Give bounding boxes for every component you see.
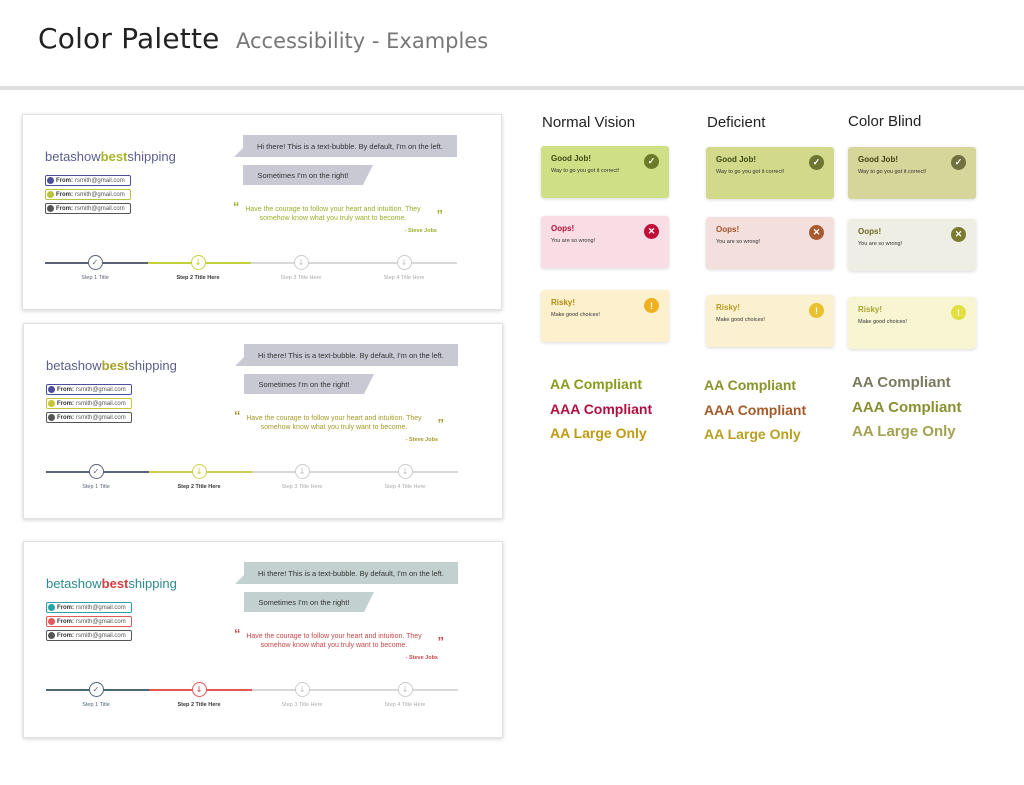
step-label: Step 4 Title Here bbox=[384, 484, 426, 490]
alert-title: Oops! bbox=[716, 225, 740, 234]
brand-text: betashow bbox=[46, 576, 102, 591]
from-email: rsmith@gmail.com bbox=[76, 400, 126, 407]
from-email: rsmith@gmail.com bbox=[75, 191, 125, 198]
from-tag[interactable] bbox=[46, 384, 132, 395]
x-icon: ✕ bbox=[809, 225, 824, 240]
header-divider bbox=[0, 86, 1024, 90]
mail-icon bbox=[48, 604, 55, 611]
x-icon: ✕ bbox=[951, 227, 966, 242]
from-label: From: bbox=[56, 205, 73, 212]
step-label: Step 1 Title bbox=[82, 484, 110, 490]
from-list bbox=[46, 602, 132, 644]
close-quote-icon: ” bbox=[437, 416, 444, 431]
alert-message: Make good choices! bbox=[716, 317, 765, 323]
open-quote-icon: “ bbox=[234, 408, 241, 423]
from-list bbox=[45, 175, 131, 217]
alert-message: You are so wrong! bbox=[551, 238, 596, 244]
alert-message: Make good choices! bbox=[858, 319, 907, 325]
alert-title: Risky! bbox=[858, 305, 883, 314]
quote-text: Have the courage to follow your heart and intuition. They somehow know what you truly want to become. bbox=[245, 206, 421, 222]
step-line bbox=[251, 262, 457, 264]
alert-box bbox=[541, 216, 669, 268]
alert-box bbox=[848, 147, 976, 199]
step-label: Step 3 Title Here bbox=[281, 484, 323, 490]
step-line bbox=[252, 471, 458, 473]
exclamation-icon: ! bbox=[809, 303, 824, 318]
alert-box bbox=[541, 290, 669, 342]
alert-message: You are so wrong! bbox=[716, 239, 761, 245]
step-check-icon[interactable]: ✓ bbox=[89, 464, 104, 479]
alert-title: Oops! bbox=[551, 224, 575, 233]
brand-logo bbox=[46, 576, 177, 591]
from-email: rsmith@gmail.com bbox=[76, 414, 126, 421]
example-card bbox=[23, 541, 503, 738]
from-label: From: bbox=[56, 177, 73, 184]
mail-icon bbox=[47, 205, 54, 212]
step-label: Step 3 Title Here bbox=[280, 275, 322, 281]
step-label: Step 1 Title bbox=[82, 702, 110, 708]
alert-title: Good Job! bbox=[551, 154, 591, 163]
step-arrow-icon[interactable]: ↓ bbox=[192, 464, 207, 479]
step-progress bbox=[46, 682, 458, 722]
brand-text: betashow bbox=[46, 358, 102, 373]
step-check-icon[interactable]: ✓ bbox=[88, 255, 103, 270]
from-email: rsmith@gmail.com bbox=[76, 386, 126, 393]
from-label: From: bbox=[57, 400, 74, 407]
from-list bbox=[46, 384, 132, 426]
step-arrow-icon[interactable]: ↓ bbox=[191, 255, 206, 270]
quote-block bbox=[234, 408, 444, 443]
compliance-label: AA Large Only bbox=[550, 425, 647, 441]
step-label: Step 1 Title bbox=[81, 275, 109, 281]
example-card bbox=[22, 114, 502, 310]
quote-text: Have the courage to follow your heart and intuition. They somehow know what you truly want to become. bbox=[246, 415, 422, 431]
alert-box bbox=[848, 297, 976, 349]
from-label: From: bbox=[57, 618, 74, 625]
step-label: Step 2 Title Here bbox=[177, 484, 221, 490]
step-label: Step 4 Title Here bbox=[383, 275, 425, 281]
compliance-label: AA Large Only bbox=[704, 426, 801, 442]
alert-message: You are so wrong! bbox=[858, 241, 903, 247]
brand-text: shipping bbox=[127, 149, 176, 164]
from-tag[interactable] bbox=[45, 175, 131, 186]
text-bubble-right: Sometimes I'm on the right! bbox=[244, 374, 364, 394]
mail-icon bbox=[48, 414, 55, 421]
mail-icon bbox=[47, 191, 54, 198]
from-tag[interactable] bbox=[46, 602, 132, 613]
from-email: rsmith@gmail.com bbox=[75, 205, 125, 212]
brand-logo bbox=[45, 149, 176, 164]
from-tag[interactable] bbox=[46, 398, 132, 409]
brand-text: best bbox=[100, 149, 128, 164]
step-arrow-icon[interactable]: ↓ bbox=[295, 464, 310, 479]
alert-message: Make good choices! bbox=[551, 312, 600, 318]
from-label: From: bbox=[56, 191, 73, 198]
step-label: Step 2 Title Here bbox=[176, 275, 220, 281]
column-heading: Deficient bbox=[707, 114, 766, 131]
exclamation-icon: ! bbox=[951, 305, 966, 320]
alert-title: Risky! bbox=[551, 298, 576, 307]
alert-box bbox=[706, 147, 834, 199]
from-email: rsmith@gmail.com bbox=[76, 632, 126, 639]
brand-text: best bbox=[101, 358, 129, 373]
from-label: From: bbox=[57, 414, 74, 421]
quote-author: - Steve Jobs bbox=[405, 655, 438, 661]
step-arrow-icon[interactable]: ↓ bbox=[398, 464, 413, 479]
mail-icon bbox=[48, 632, 55, 639]
quote-block bbox=[234, 626, 444, 661]
close-quote-icon: ” bbox=[436, 207, 443, 222]
page-title: Color Palette bbox=[38, 22, 220, 55]
alert-box bbox=[848, 219, 976, 271]
compliance-label: AA Large Only bbox=[852, 423, 956, 440]
text-bubble-left: Hi there! This is a text-bubble. By default, I'm on the left. bbox=[244, 562, 458, 584]
alert-message: Way to go you got it correct! bbox=[858, 169, 927, 175]
alert-title: Good Job! bbox=[858, 155, 898, 164]
from-email: rsmith@gmail.com bbox=[76, 618, 126, 625]
from-email: rsmith@gmail.com bbox=[75, 177, 125, 184]
from-tag[interactable] bbox=[46, 630, 132, 641]
brand-logo bbox=[46, 358, 177, 373]
step-progress bbox=[45, 255, 457, 295]
alert-title: Risky! bbox=[716, 303, 741, 312]
compliance-label: AAA Compliant bbox=[852, 398, 962, 416]
check-icon: ✓ bbox=[951, 155, 966, 170]
from-tag[interactable] bbox=[45, 203, 131, 214]
from-label: From: bbox=[57, 632, 74, 639]
compliance-label: AA Compliant bbox=[550, 376, 643, 392]
mail-icon bbox=[48, 618, 55, 625]
brand-text: betashow bbox=[45, 149, 101, 164]
quote-text: Have the courage to follow your heart and intuition. They somehow know what you truly want to become. bbox=[246, 633, 422, 649]
column-heading: Color Blind bbox=[848, 113, 922, 130]
compliance-label: AAA Compliant bbox=[550, 400, 653, 417]
close-quote-icon: ” bbox=[437, 634, 444, 649]
alert-message: Way to go you got it correct! bbox=[716, 169, 785, 175]
step-label: Step 4 Title Here bbox=[384, 702, 426, 708]
compliance-label: AA Compliant bbox=[704, 377, 797, 393]
example-card bbox=[23, 323, 503, 519]
text-bubble-right: Sometimes I'm on the right! bbox=[244, 592, 364, 612]
page-header bbox=[0, 0, 1024, 86]
page-subtitle: Accessibility - Examples bbox=[236, 29, 489, 53]
step-check-icon[interactable]: ✓ bbox=[89, 682, 104, 697]
open-quote-icon: “ bbox=[234, 626, 241, 641]
open-quote-icon: “ bbox=[233, 199, 240, 214]
step-arrow-icon[interactable]: ↓ bbox=[397, 255, 412, 270]
from-label: From: bbox=[57, 386, 74, 393]
alert-title: Oops! bbox=[858, 227, 882, 236]
from-label: From: bbox=[57, 604, 74, 611]
step-arrow-icon[interactable]: ↓ bbox=[295, 682, 310, 697]
quote-block bbox=[233, 199, 443, 234]
compliance-label: AAA Compliant bbox=[704, 401, 807, 418]
from-tag[interactable] bbox=[46, 616, 132, 627]
brand-text: shipping bbox=[128, 576, 177, 591]
exclamation-icon: ! bbox=[644, 298, 659, 313]
alert-message: Way to go you got it correct! bbox=[551, 168, 620, 174]
step-progress bbox=[46, 464, 458, 504]
alert-title: Good Job! bbox=[716, 155, 756, 164]
alert-box bbox=[706, 217, 834, 269]
column-heading: Normal Vision bbox=[542, 114, 636, 131]
check-icon: ✓ bbox=[644, 154, 659, 169]
step-arrow-icon[interactable]: ↓ bbox=[398, 682, 413, 697]
step-label: Step 2 Title Here bbox=[177, 702, 221, 708]
brand-text: best bbox=[101, 576, 129, 591]
step-label: Step 3 Title Here bbox=[281, 702, 323, 708]
mail-icon bbox=[48, 386, 55, 393]
compliance-label: AA Compliant bbox=[852, 374, 951, 391]
alert-box bbox=[541, 146, 669, 198]
brand-text: shipping bbox=[128, 358, 177, 373]
from-email: rsmith@gmail.com bbox=[76, 604, 126, 611]
check-icon: ✓ bbox=[809, 155, 824, 170]
step-arrow-icon[interactable]: ↓ bbox=[192, 682, 207, 697]
text-bubble-left: Hi there! This is a text-bubble. By default, I'm on the left. bbox=[244, 344, 458, 366]
mail-icon bbox=[48, 400, 55, 407]
text-bubble-left: Hi there! This is a text-bubble. By default, I'm on the left. bbox=[243, 135, 457, 157]
from-tag[interactable] bbox=[46, 412, 132, 423]
step-line bbox=[252, 689, 458, 691]
alert-box bbox=[706, 295, 834, 347]
quote-author: - Steve Jobs bbox=[404, 228, 437, 234]
x-icon: ✕ bbox=[644, 224, 659, 239]
step-arrow-icon[interactable]: ↓ bbox=[294, 255, 309, 270]
text-bubble-right: Sometimes I'm on the right! bbox=[243, 165, 363, 185]
quote-author: - Steve Jobs bbox=[405, 437, 438, 443]
from-tag[interactable] bbox=[45, 189, 131, 200]
mail-icon bbox=[47, 177, 54, 184]
